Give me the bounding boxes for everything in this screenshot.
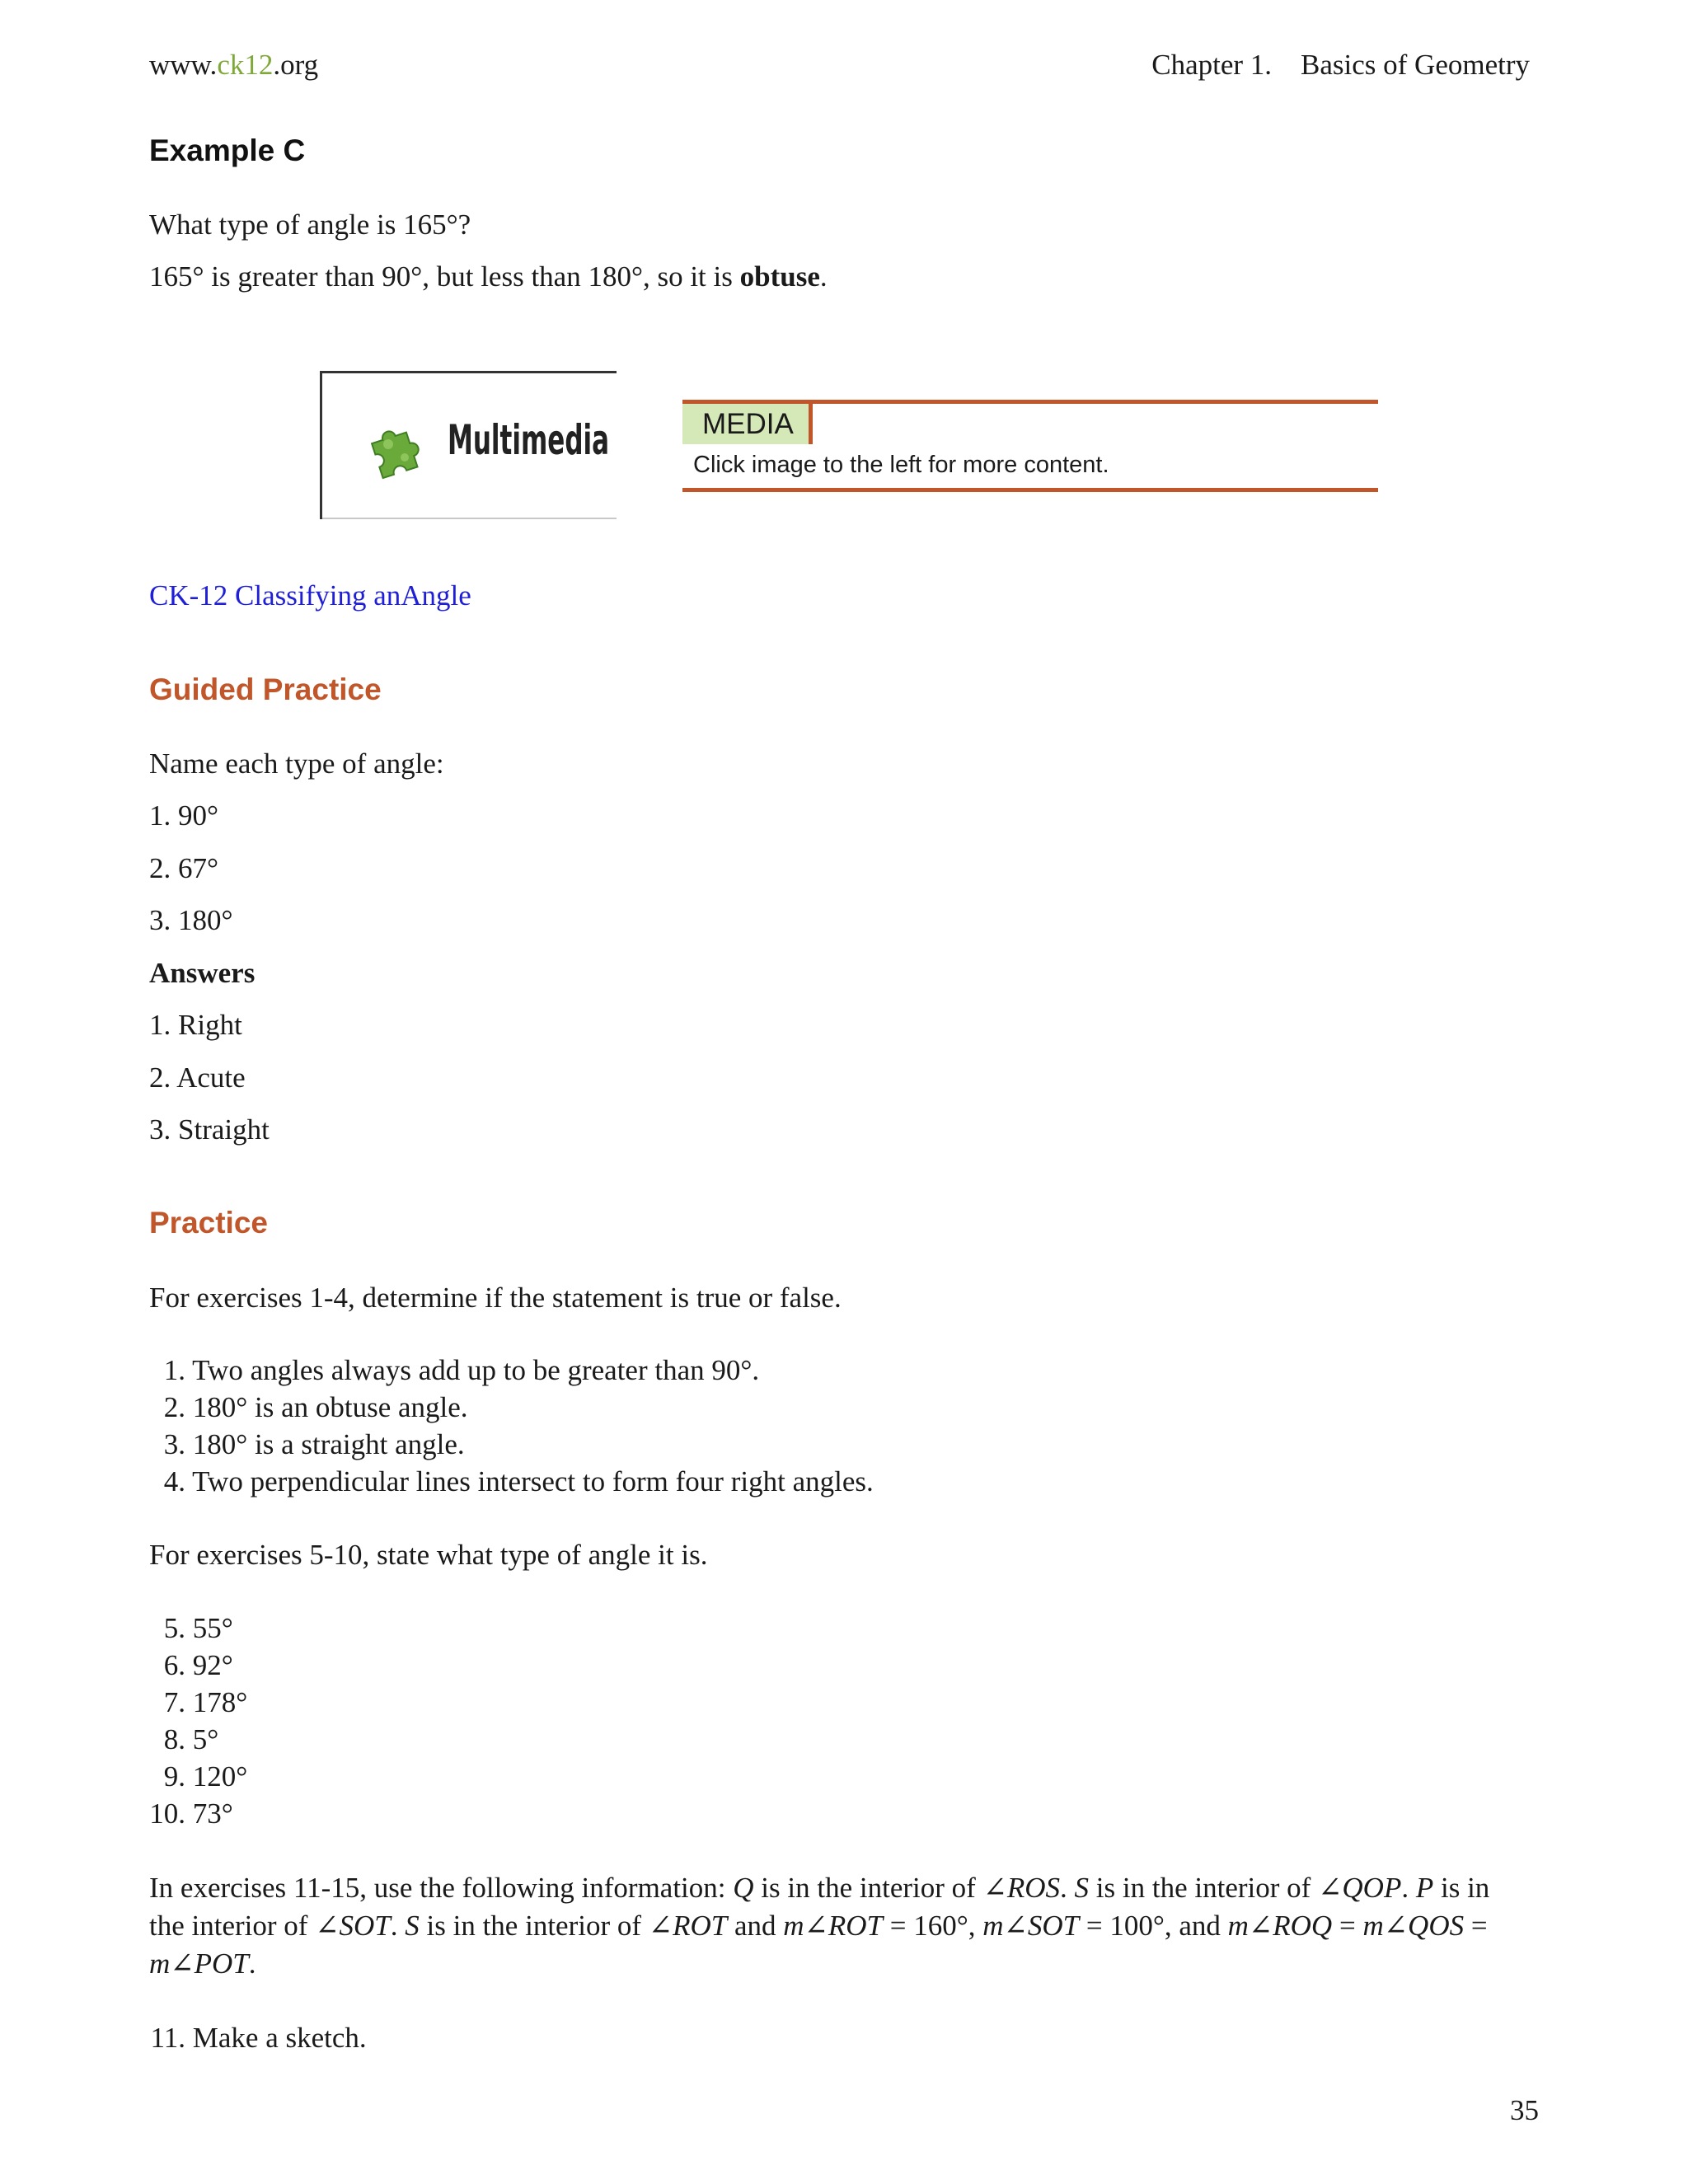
info-line-2: the interior of ∠SOT. S is in the interior of ∠ROT and m∠ROT = 160°, m∠SOT = 100°, and m∠ROQ = m∠QOS = bbox=[149, 1910, 1488, 1942]
chapter-title: Chapter 1. Basics of Geometry bbox=[1151, 49, 1530, 81]
multimedia-thumbnail[interactable] bbox=[320, 371, 617, 519]
list-item: 10. 73° bbox=[149, 1797, 233, 1830]
list-item: 1. Two angles always add up to be greater than 90°. bbox=[163, 1354, 760, 1386]
list-item: 6. 92° bbox=[163, 1649, 233, 1681]
site-url: www.ck12.org bbox=[149, 49, 319, 81]
guided-answer: 3. Straight bbox=[149, 1113, 270, 1146]
list-item: 5. 55° bbox=[163, 1612, 233, 1644]
info-line-3: m∠POT. bbox=[149, 1947, 256, 1980]
practice-intro-2: For exercises 5-10, state what type of angle it is. bbox=[149, 1539, 708, 1571]
list-item: 4. Two perpendicular lines intersect to form four right angles. bbox=[163, 1465, 874, 1497]
list-item: 11. Make a sketch. bbox=[150, 2022, 367, 2054]
guided-question: 1. 90° bbox=[149, 799, 218, 832]
media-tag bbox=[682, 404, 813, 444]
guided-answer: 2. Acute bbox=[149, 1062, 246, 1094]
example-c-heading: Example C bbox=[149, 134, 306, 167]
guided-question: 2. 67° bbox=[149, 852, 218, 884]
answer-obtuse: obtuse bbox=[739, 260, 820, 293]
list-item: 8. 5° bbox=[163, 1723, 219, 1755]
example-c-question: What type of angle is 165°? bbox=[149, 209, 471, 241]
page-number: 35 bbox=[1510, 2094, 1539, 2126]
guided-question: 3. 180° bbox=[149, 904, 233, 936]
list-item: 2. 180° is an obtuse angle. bbox=[163, 1391, 468, 1423]
list-item: 3. 180° is a straight angle. bbox=[163, 1428, 465, 1460]
guided-practice-heading: Guided Practice bbox=[149, 673, 382, 706]
list-item: 7. 178° bbox=[163, 1686, 248, 1718]
media-description: Click image to the left for more content. bbox=[693, 452, 1109, 478]
list-item: 9. 120° bbox=[163, 1760, 248, 1793]
media-link[interactable]: CK-12 Classifying anAngle bbox=[149, 579, 471, 612]
media-tag-label: MEDIA bbox=[702, 408, 794, 440]
answers-heading: Answers bbox=[149, 957, 256, 989]
media-box bbox=[682, 400, 1378, 492]
multimedia-label: Multimedia bbox=[448, 416, 610, 464]
site-url-highlight: ck12 bbox=[217, 49, 274, 81]
practice-intro-1: For exercises 1-4, determine if the statement is true or false. bbox=[149, 1282, 842, 1314]
info-line-1: In exercises 11-15, use the following information: Q is in the interior of ∠ROS. S is in the interior of ∠QOP. P is in bbox=[149, 1872, 1490, 1904]
puzzle-piece-icon bbox=[363, 416, 431, 484]
guided-answer: 1. Right bbox=[149, 1009, 242, 1041]
example-c-answer: 165° is greater than 90°, but less than 180°, so it is obtuse. bbox=[149, 260, 828, 293]
media-bottom-rule bbox=[682, 488, 1378, 492]
practice-heading: Practice bbox=[149, 1206, 268, 1240]
guided-intro: Name each type of angle: bbox=[149, 748, 444, 780]
